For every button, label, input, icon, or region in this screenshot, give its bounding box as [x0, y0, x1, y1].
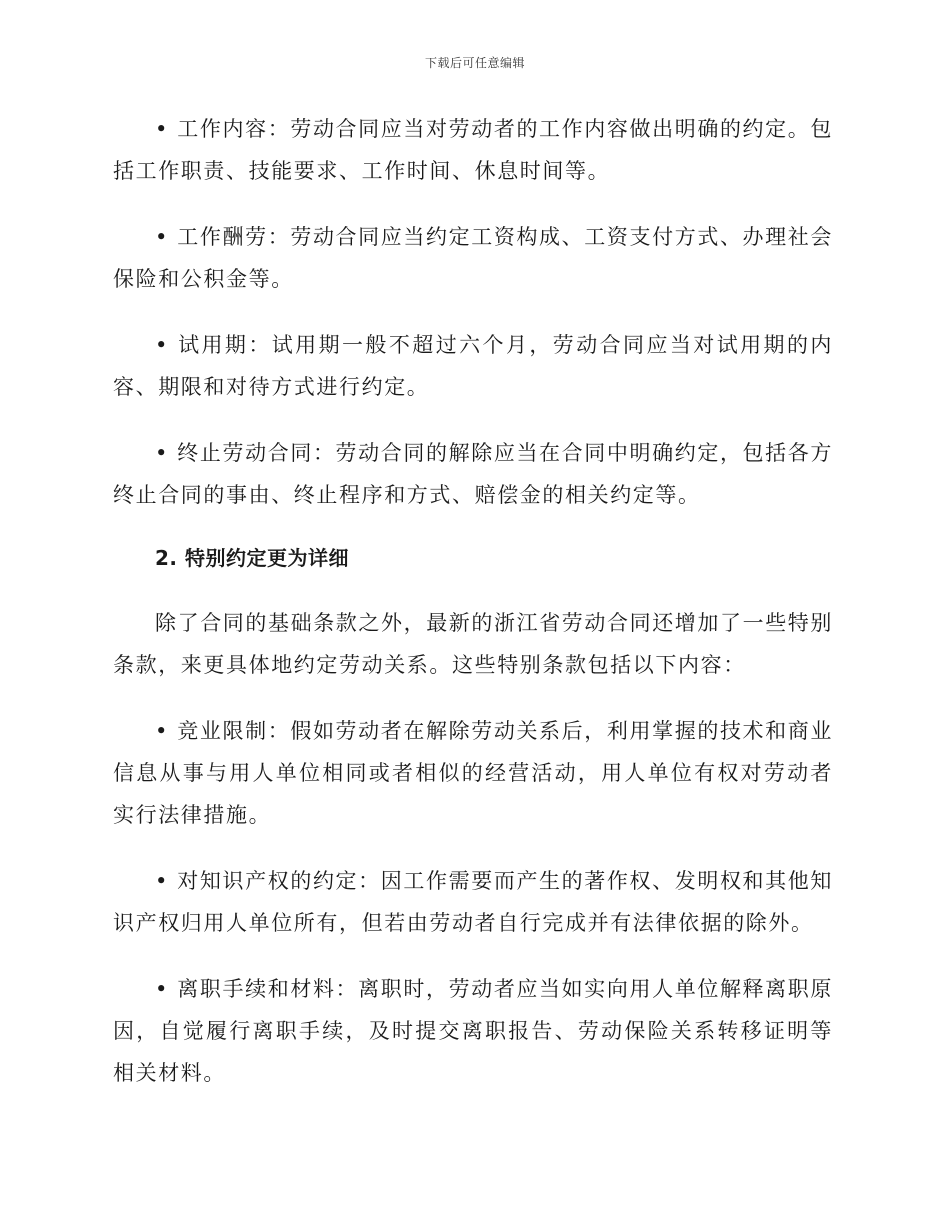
document-body	[113, 108, 833, 1118]
paragraph-probation: • 试用期：试用期一般不超过六个月，劳动合同应当对试用期的内容、期限和对待方式进行约定。	[113, 333, 833, 399]
paragraph-special-terms-intro: 除了合同的基础条款之外，最新的浙江省劳动合同还增加了一些特别条款，来更具体地约定劳动关系。这些特别条款包括以下内容：	[113, 611, 833, 677]
paragraph-termination: • 终止劳动合同：劳动合同的解除应当在合同中明确约定，包括各方终止合同的事由、终止程序和方式、赔偿金的相关约定等。	[113, 441, 833, 507]
paragraph-work-content: • 工作内容：劳动合同应当对劳动者的工作内容做出明确的约定。包括工作职责、技能要求、工作时间、休息时间等。	[113, 117, 833, 183]
paragraph-non-compete: • 竞业限制：假如劳动者在解除劳动关系后，利用掌握的技术和商业信息从事与用人单位相同或者相似的经营活动，用人单位有权对劳动者实行法律措施。	[113, 719, 833, 827]
paragraph-resignation: • 离职手续和材料：离职时，劳动者应当如实向用人单位解释离职原因，自觉履行离职手续，及时提交离职报告、劳动保险关系转移证明等相关材料。	[113, 977, 833, 1085]
section-heading-special-terms: 2. 特别约定更为详细	[155, 546, 349, 570]
page-header: 下载后可任意编辑	[424, 56, 525, 70]
paragraph-work-pay: • 工作酬劳：劳动合同应当约定工资构成、工资支付方式、办理社会保险和公积金等。	[113, 225, 833, 291]
paragraph-intellectual-property: • 对知识产权的约定：因工作需要而产生的著作权、发明权和其他知识产权归用人单位所有，但若由劳动者自行完成并有法律依据的除外。	[113, 869, 833, 935]
